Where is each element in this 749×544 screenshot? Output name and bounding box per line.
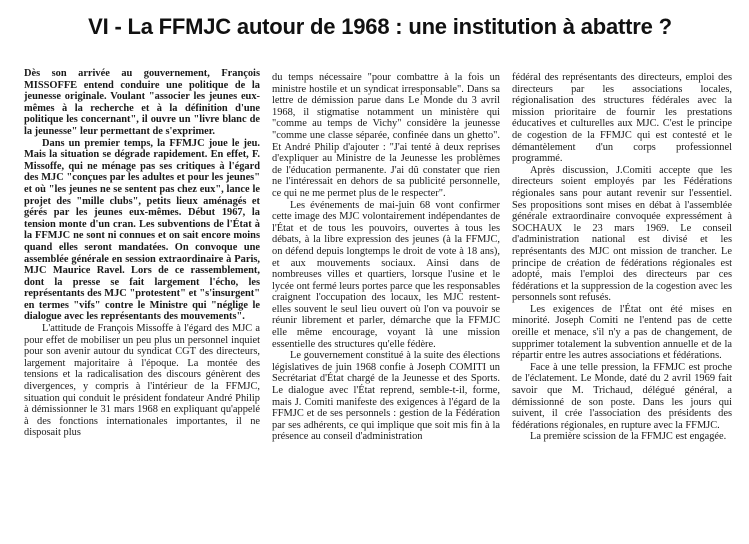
paragraph: Après discussion, J.Comiti accepte que les directeurs soient employés par les Fédérations régionales sans pour autant revenir sur l'essentiel. Ses propositions sont mises en débat à l'assemblée générale extraordinaire convoquée expressément à SOCHAUX le 23 mars 1969. Le conseil d'administration national est divisé et les représentants des MJC ont mission de trancher. Le principe de création de fédérations régionales est adopté, mais l'emploi des directeurs par ces fédérations et la suppression de la cogestion avec les personnels sont refusés.	[512, 164, 732, 304]
paragraph: Face à une telle pression, la FFMJC est proche de l'éclatement. Le Monde, daté du 2 avril 1969 fait savoir que M. Trichaud, délégué général, a démissionné de son poste. Dans les jours qui suivent, il crée l'association des présidents des fédérations régionales, en rupture avec la FFMJC.	[512, 361, 732, 431]
paragraph: du temps nécessaire "pour combattre à la fois un ministre hostile et un syndicat irresponsable". Dans sa lettre de démission parue dans Le Monde du 3 avril 1968, il stigmatise notamment un ministère qui "comme au temps de Vichy" considère la jeunesse "comme une classe séparée, confinée dans un ghetto". Et André Philip d'ajouter : "J'ai tenté à deux reprises d'expliquer au Ministre de la Jeunesse les problèmes de l'éducation permanente. J'ai dû constater que rien ne l'intéressait en dehors de sa publicité personnelle, ce qui ne me permet plus de le respecter".	[272, 72, 500, 199]
paragraph: Les exigences de l'État ont été mises en minorité. Joseph Comiti ne l'entend pas de cette oreille et menace, s'il n'y a pas de changement, de supprimer totalement la subvention annuelle et de la répartir entre les autres associations et fédérations.	[512, 303, 732, 362]
paragraph: fédéral des représentants des directeurs, emploi des directeurs par les associations locales, régionalisation des structures fédérales avec la mission prioritaire de fournir les prestations éducatives et culturelles aux MJC. C'est le principe de cogestion de la FFMJC qui est contesté et le démantèlement d'un corps professionnel programmé.	[512, 72, 732, 165]
paragraph: Les événements de mai-juin 68 vont confirmer cette image des MJC volontairement indépendantes de l'État et de tous les pouvoirs, ouvertes à tous les débats, à la libre expression des jeunes (à la FFMJC, on défend depuis longtemps le droit de vote à 18 ans), et aux mouvements sociaux. Ainsi dans de nombreuses villes et quartiers, lorsque l'usine et le lycée ont fermé leurs portes parce que les responsables craignent l'occupation des locaux, les MJC restent-elles souvent le seul lieu ouvert où l'on va pouvoir se réunir librement et parler, démarche que la FFMJC elle même encourage, voyant là une mission essentielle des structures qu'elle fédère.	[272, 199, 500, 350]
article-column-1	[24, 68, 260, 439]
article-column-3	[512, 72, 732, 443]
paragraph: Dès son arrivée au gouvernement, François MISSOFFE entend conduire une politique de la jeunesse originale. Voulant "associer les jeunes eux-mêmes à la recherche et à la définition d'une politique les concernant", il ouvre un "livre blanc de la jeunesse" leur permettant de s'exprimer.	[24, 68, 260, 137]
paragraph: Le gouvernement constitué à la suite des élections législatives de juin 1968 confie à Joseph COMITI un Secrétariat d'État chargé de la Jeunesse et des Sports. Le dialogue avec l'État reprend, semble-t-il, forme, mais J. Comiti manifeste des exigences à l'égard de la FFMJC et de ses personnels : gestion de la Fédération par ses adhérents, ce qui implique que soit mis fin à la présence au conseil d'administration	[272, 350, 500, 443]
paragraph: L'attitude de François Missoffe à l'égard des MJC a pour effet de mobiliser un peu plus un personnel inquiet pour son avenir autour du syndicat CGT des directeurs, largement majoritaire à l'époque. La montée des tensions et la radicalisation des discours génèrent des divergences, y compris à l'intérieur de la FFMJC, situation qui conduit le président fondateur André Philip à démissionner le 31 mars 1968 en expliquant qu'appelé à des fonctions internationales importantes, il ne disposait plus	[24, 323, 260, 439]
article-title: VI - La FFMJC autour de 1968 : une institution à abattre ?	[88, 14, 672, 39]
paragraph: La première scission de la FFMJC est engagée.	[530, 431, 727, 443]
paragraph: Dans un premier temps, la FFMJC joue le jeu. Mais la situation se dégrade rapidement. En effet, F. Missoffe, qui ne ménage pas ses critiques à l'égard des MJC "conçues par les adultes et pour les jeunes" et où "les jeunes ne se sentent pas chez eux", lance le projet des "mille clubs", petits lieux aménagés et gérés par les jeunes eux-mêmes. Début 1967, la tension monte d'un cran. Les subventions de l'État à la FFMJC ne sont ni connues et on sait encore moins quand elles seront mandatées. On convoque une assemblée générale en session extraordinaire à Paris, MJC Maurice Ravel. Lors de ce rassemblement, dont la presse se fait largement l'écho, les représentants des MJC "protestent" et "s'insurgent" en termes "vifs" contre le Ministre qui "néglige le dialogue avec les représentants des mouvements".	[24, 137, 260, 323]
article-column-2	[272, 72, 500, 443]
